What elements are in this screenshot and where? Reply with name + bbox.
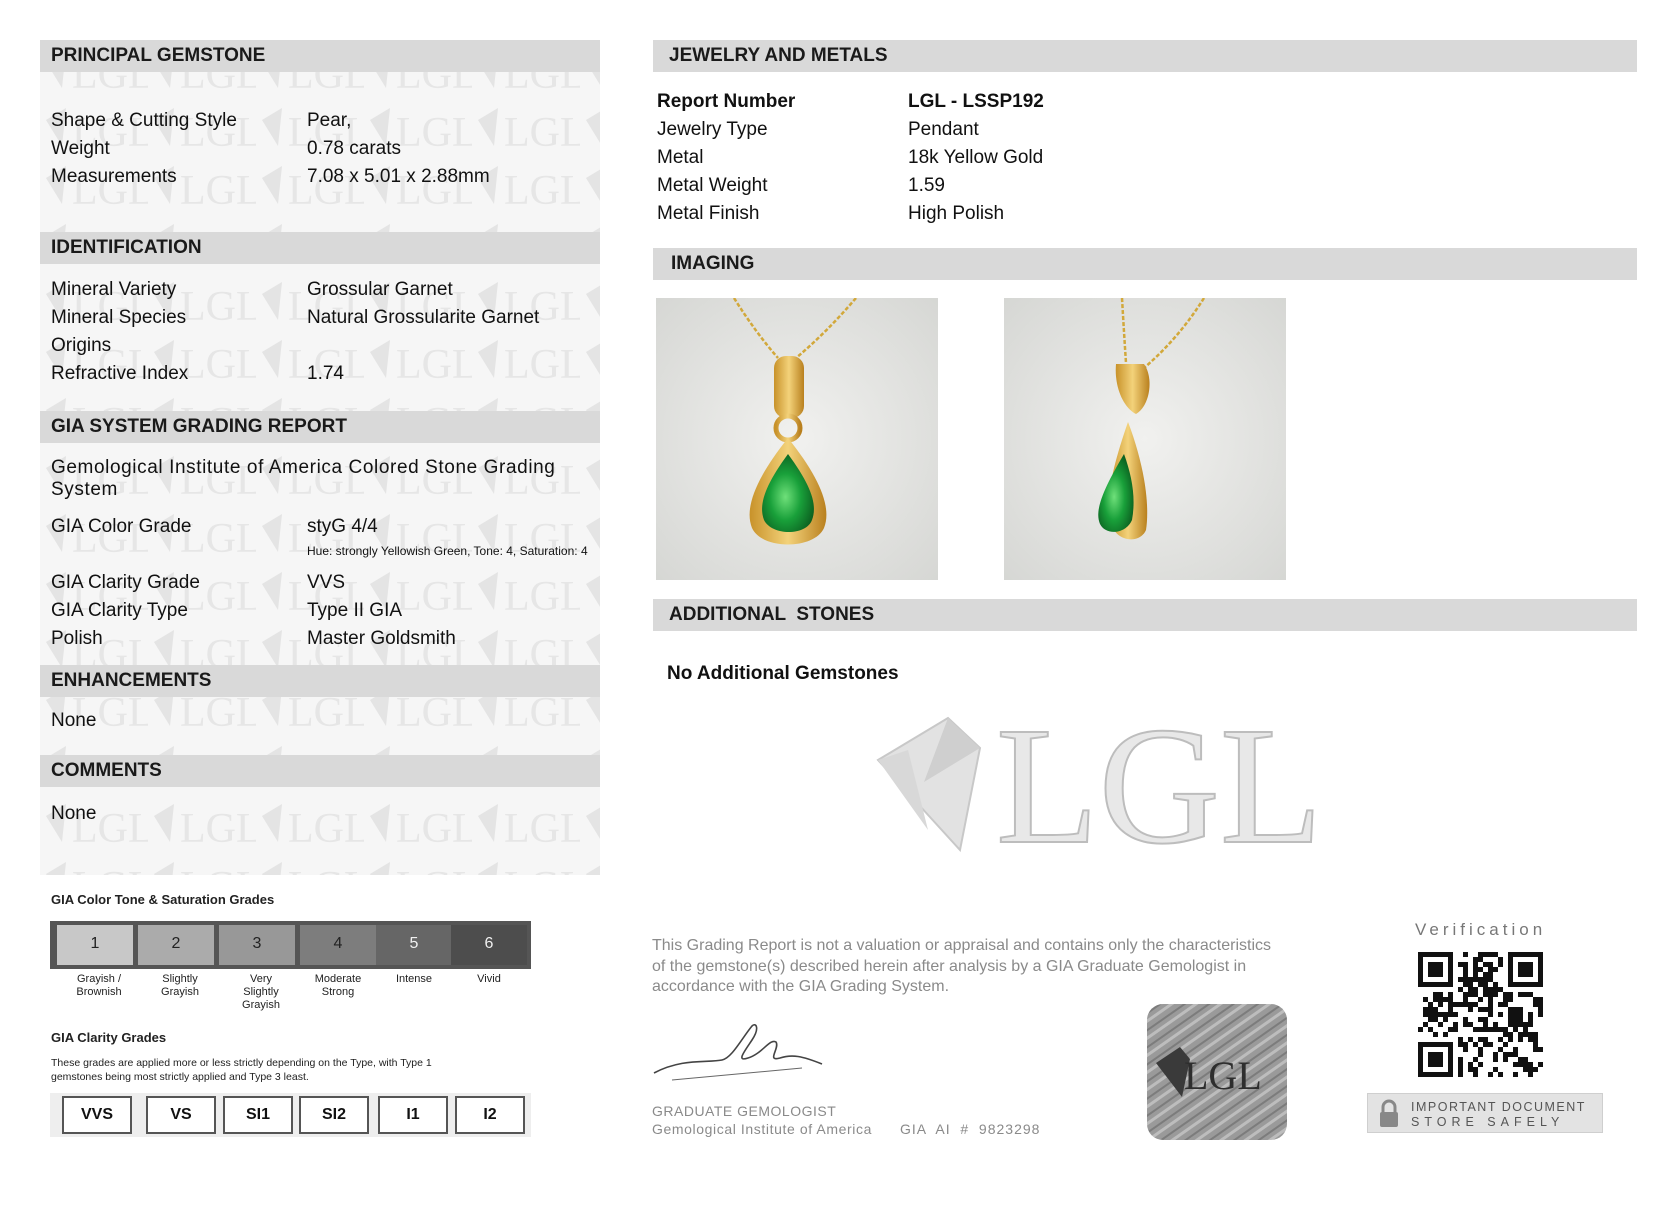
gia-system-header: GIA SYSTEM GRADING REPORT	[40, 411, 600, 443]
tone-step-2	[138, 925, 214, 965]
tone-label-5: Intense	[395, 973, 433, 985]
metal-label: Metal	[657, 147, 704, 168]
lock-icon	[1378, 1099, 1400, 1129]
seal-logo-text: LGL	[1184, 1053, 1262, 1098]
color-grade-note: Hue: strongly Yellowish Green, Tone: 4, Saturation: 4	[307, 544, 588, 558]
tone-label-1: Grayish / Brownish	[76, 973, 122, 998]
enhancements-value: None	[51, 710, 97, 731]
gemologist-signature	[652, 1018, 832, 1086]
lgl-logo-text: LGL	[996, 693, 1323, 860]
color-grade-label: GIA Color Grade	[51, 516, 192, 537]
metal-value: 18k Yellow Gold	[908, 147, 1044, 168]
metal-weight-label: Metal Weight	[657, 175, 768, 196]
signature-org: Gemological Institute of America	[652, 1121, 872, 1137]
pendant-front-photo	[656, 298, 938, 580]
tone-scale-title: GIA Color Tone & Saturation Grades	[51, 892, 275, 907]
comments-header: COMMENTS	[40, 755, 600, 787]
clarity-grade-i2: I2	[455, 1096, 525, 1134]
clarity-type-label: GIA Clarity Type	[51, 600, 188, 621]
pendant-side-photo	[1004, 298, 1286, 580]
verification-title: Verification	[1415, 920, 1547, 939]
clarity-scale-note: These grades are applied more or less strictly depending on the Type, with Type 1 gemstones being most strictly applied and Type 3 least.	[51, 1057, 432, 1083]
jewelry-type-label: Jewelry Type	[657, 119, 768, 140]
tone-step-6	[451, 925, 527, 965]
metal-finish-value: High Polish	[908, 203, 1005, 224]
measurements-label: Measurements	[51, 166, 177, 187]
color-grade-value: styG 4/4	[307, 516, 378, 537]
tone-step-1	[57, 925, 133, 965]
refractive-index-value: 1.74	[307, 363, 344, 384]
tone-label-6: Vivid	[477, 973, 501, 985]
origins-label: Origins	[51, 335, 112, 356]
mineral-variety-label: Mineral Variety	[51, 279, 177, 300]
imaging-header: IMAGING	[653, 248, 1637, 280]
polish-label: Polish	[51, 628, 103, 649]
clarity-grade-vs: VS	[146, 1096, 216, 1134]
important-document-badge	[1367, 1093, 1603, 1133]
weight-value: 0.78 carats	[307, 138, 401, 159]
clarity-grade-si2: SI2	[299, 1096, 369, 1134]
jewelry-metals-header: JEWELRY AND METALS	[653, 40, 1637, 72]
lgl-hologram-seal	[1146, 1003, 1288, 1141]
clarity-type-value: Type II GIA	[307, 600, 403, 621]
gia-ai-number: GIA AI # 9823298	[900, 1121, 1041, 1137]
clarity-grade-i1: I1	[378, 1096, 448, 1134]
clarity-grade-si1: SI1	[223, 1096, 293, 1134]
mineral-species-value: Natural Grossularite Garnet	[307, 307, 540, 328]
tone-label-4: Moderate Strong	[314, 973, 362, 998]
tone-step-number: 5	[409, 935, 419, 952]
tone-label-3: Very Slightly Grayish	[242, 973, 280, 1011]
tone-step-5	[376, 925, 452, 965]
tone-step-number: 3	[252, 935, 262, 952]
gia-system-text: Gemological Institute of America Colored Stone Grading System	[51, 457, 556, 500]
tone-step-number: 4	[333, 935, 343, 952]
tone-step-number: 6	[484, 935, 494, 952]
refractive-index-label: Refractive Index	[51, 363, 189, 384]
tone-step-3	[219, 925, 295, 965]
additional-stones-header: ADDITIONAL STONES	[653, 599, 1637, 631]
comments-value: None	[51, 803, 97, 824]
enhancements-header: ENHANCEMENTS	[40, 665, 600, 697]
clarity-grade-value: VVS	[307, 572, 346, 593]
report-number-value: LGL - LSSP192	[908, 91, 1044, 112]
important-document-line1: IMPORTANT DOCUMENT	[1411, 1100, 1586, 1114]
signature-title: GRADUATE GEMOLOGIST	[652, 1103, 837, 1119]
verification-qr-code[interactable]	[1418, 952, 1543, 1077]
additional-stones-value: No Additional Gemstones	[667, 663, 899, 684]
clarity-grade-label: GIA Clarity Grade	[51, 572, 200, 593]
metal-finish-label: Metal Finish	[657, 203, 760, 224]
lgl-logo-watermark	[868, 690, 1348, 860]
important-document-line2: STORE SAFELY	[1411, 1115, 1565, 1129]
identification-header: IDENTIFICATION	[40, 232, 600, 264]
shape-label: Shape & Cutting Style	[51, 110, 237, 131]
tone-step-4	[300, 925, 376, 965]
measurements-value: 7.08 x 5.01 x 2.88mm	[307, 166, 490, 187]
clarity-grade-vvs: VVS	[62, 1096, 132, 1134]
clarity-scale-title: GIA Clarity Grades	[51, 1030, 167, 1045]
mineral-variety-value: Grossular Garnet	[307, 279, 453, 300]
tone-label-2: Slightly Grayish	[161, 973, 199, 998]
tone-step-number: 2	[171, 935, 181, 952]
tone-step-number: 1	[90, 935, 100, 952]
jewelry-type-value: Pendant	[908, 119, 979, 140]
principal-gemstone-header: PRINCIPAL GEMSTONE	[40, 40, 600, 72]
polish-value: Master Goldsmith	[307, 628, 456, 649]
disclaimer-text: This Grading Report is not a valuation or appraisal and contains only the characteristics of the gemstone(s) described herein after analysis by a GIA Graduate Gemologist in accordance with the GIA Grading System.	[652, 937, 1271, 995]
report-number-label: Report Number	[657, 91, 796, 112]
shape-value: Pear,	[307, 110, 352, 131]
mineral-species-label: Mineral Species	[51, 307, 187, 328]
metal-weight-value: 1.59	[908, 175, 945, 196]
weight-label: Weight	[51, 138, 110, 159]
